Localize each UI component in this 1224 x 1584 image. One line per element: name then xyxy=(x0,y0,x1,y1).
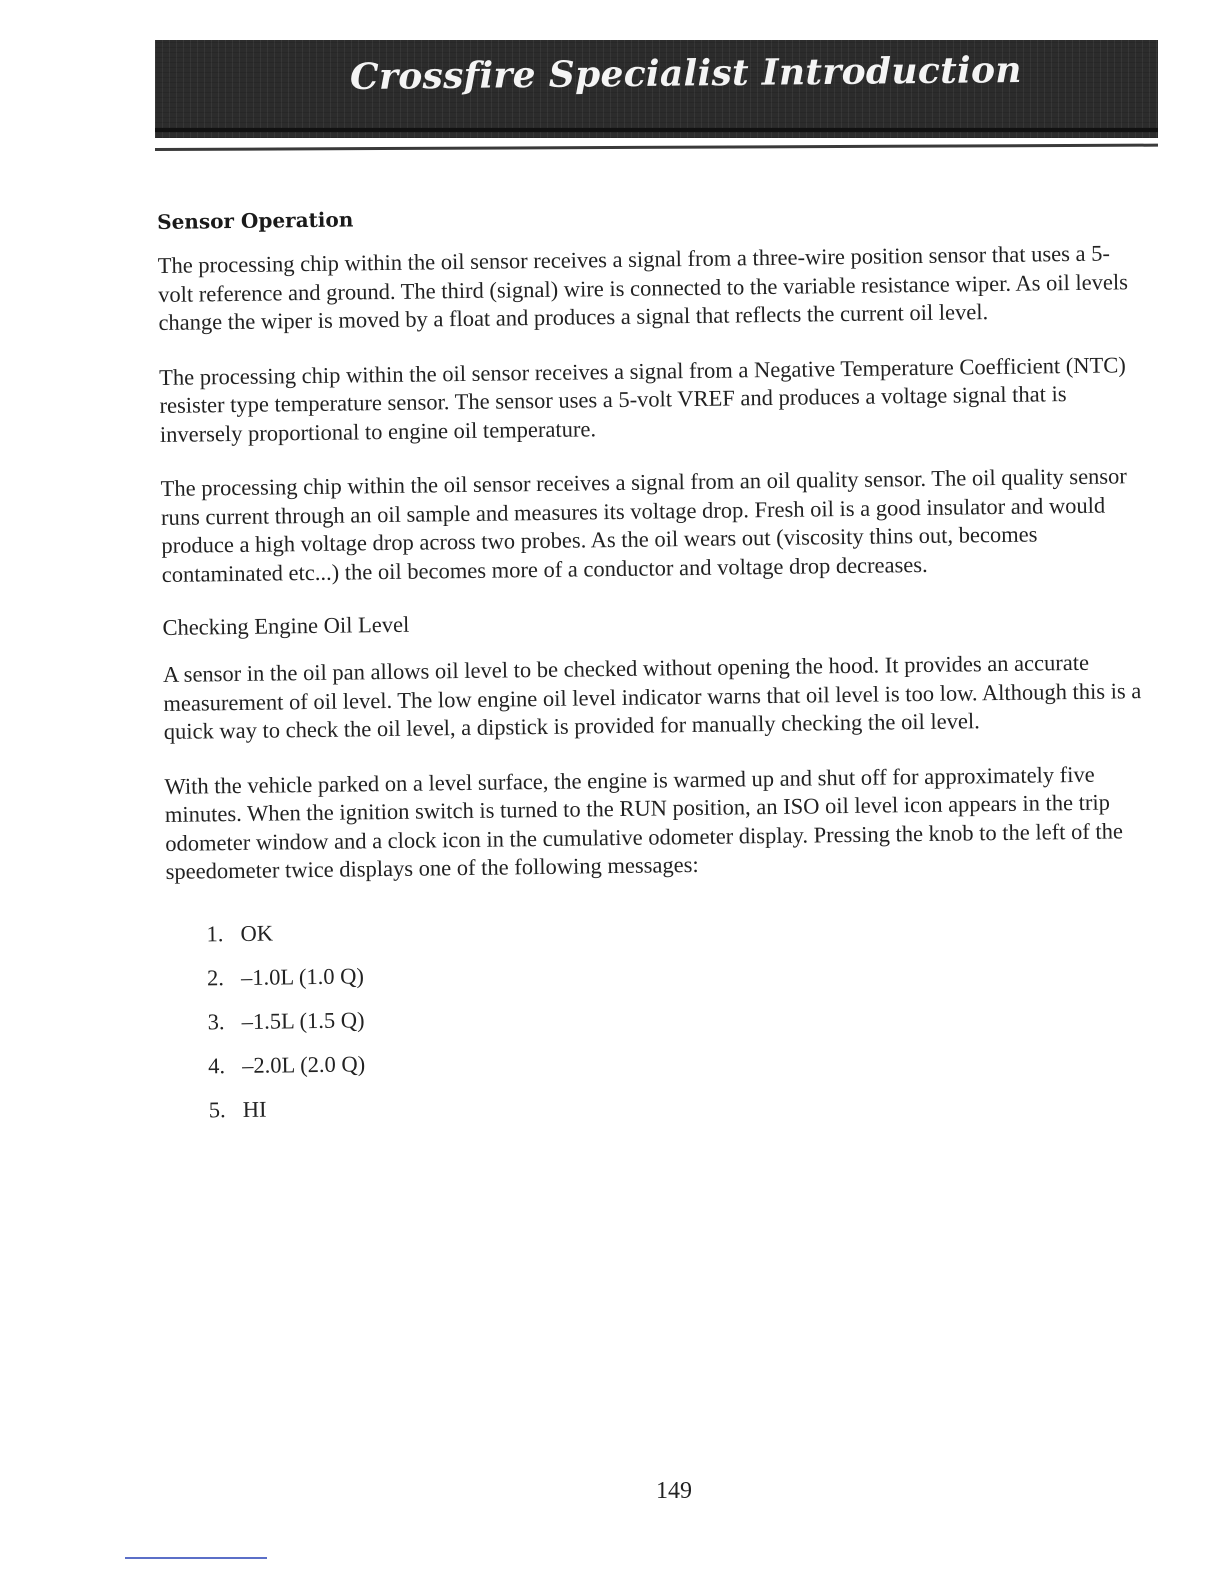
paragraph-temperature-sensor: The processing chip within the oil sensor receives a signal from a Negative Temperature Coefficient (NTC) resister type temperature sensor. The sensor uses a 5-volt VREF and produces a voltage signal that is inversely proportional to engine oil temperature. xyxy=(159,351,1126,447)
page-number: 149 xyxy=(656,1478,692,1504)
list-item-text: –1.0L (1.0 Q) xyxy=(240,962,365,990)
list-item-number: 3. xyxy=(207,1008,225,1034)
list-item-text: OK xyxy=(240,920,274,946)
paragraph-oil-quality-sensor: The processing chip within the oil sensor receives a signal from an oil quality sensor. The oil quality sensor runs current through an oil sample and measures its voltage drop. Fresh oil is a good insulator and would produce a high voltage drop across two probes. As the oil wears out (viscosity thins out, becomes contaminated etc...) the oil becomes more of a conductor and voltage drop decreases. xyxy=(160,463,1127,587)
paragraph-position-sensor: The processing chip within the oil sensor receives a signal from a three-wire position sensor that uses a 5-volt reference and ground. The third (signal) wire is connected to the variable resistance wiper. As oil levels change the wiper is moved by a float and produces a signal that reflects the current oil level. xyxy=(157,240,1129,335)
header-title: Crossfire Specialist Introduction xyxy=(349,48,1022,98)
list-item-number: 2. xyxy=(206,964,225,990)
list-item-text: –2.0L (2.0 Q) xyxy=(242,1050,366,1078)
list-item-number: 5. xyxy=(208,1096,226,1122)
content-body xyxy=(157,197,1154,1132)
list-item-number: 4. xyxy=(208,1052,226,1078)
list-item-text: –1.5L (1.5 Q) xyxy=(241,1006,365,1034)
header-rule xyxy=(155,144,1158,151)
subheading-checking-oil-level: Checking Engine Oil Level xyxy=(162,611,410,640)
section-heading-sensor-operation: Sensor Operation xyxy=(157,207,354,234)
list-item-number: 1. xyxy=(206,920,224,946)
list-item-text: HI xyxy=(242,1096,267,1122)
footer-line xyxy=(125,1557,267,1559)
message-list xyxy=(206,900,1154,1132)
paragraph-oil-pan-sensor: A sensor in the oil pan allows oil level to be checked without opening the hood. It provides an accurate measurement of oil level. The low engine oil level indicator warns that oil level is too low. Although this is a quick way to check the oil level, a dipstick is provided for manually checking the oil level. xyxy=(162,649,1142,744)
paragraph-check-procedure: With the vehicle parked on a level surface, the engine is warmed up and shut off for approximately five minutes. When the ignition switch is turned to the RUN position, an ISO oil level icon appears in the trip odometer window and a clock icon in the cumulative odometer display. Pressing the knob to the left of the speedometer twice displays one of the following messages: xyxy=(164,761,1124,884)
